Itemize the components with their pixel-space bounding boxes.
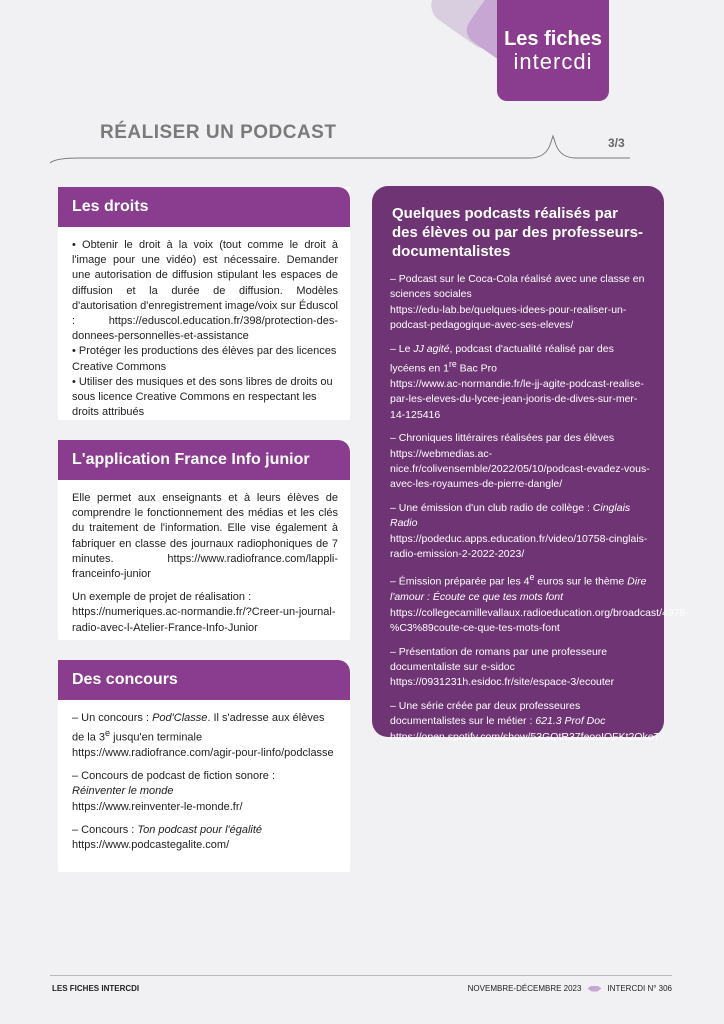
logo-line2: intercdi	[513, 48, 593, 74]
card-concours	[58, 660, 350, 872]
footer-issue: INTERCDI N° 306	[607, 984, 672, 993]
list-item	[390, 501, 652, 563]
logo	[430, 0, 630, 110]
diamond-icon	[587, 986, 601, 992]
text: euros sur le thème	[534, 575, 628, 588]
card-heading: Des concours	[58, 660, 350, 700]
text: , podcast d'actualité réalisé par des lycéens en 1	[390, 342, 614, 375]
emphasis: 621.3 Prof Doc	[535, 715, 606, 728]
text: . Il s'adresse aux élèves	[207, 712, 325, 724]
podcast-list	[390, 272, 689, 753]
url-text: https://collegecamillevallaux.radioeducation.org/broadcast/4978-%C3%89coute-ce-que-tes-mots-font	[390, 606, 689, 635]
emphasis: Réinventer le monde	[72, 785, 174, 798]
page-title: RÉALISER UN PODCAST	[100, 122, 337, 143]
list-item	[72, 823, 338, 853]
url-text: https://www.reinventer-le-monde.fr/	[72, 800, 243, 813]
superscript: e	[105, 728, 111, 739]
text: – Une série créée par deux professeures documentalistes sur le métier :	[390, 699, 581, 728]
url-text: https://0931231h.esidoc.fr/site/espace-3/ecouter	[390, 676, 615, 689]
card-body	[72, 711, 338, 861]
list-item	[390, 699, 661, 745]
url-text: https://webmedias.ac-nice.fr/colivensemble/2022/05/10/podcast-evadez-vous-avec-les-royaumes-de-pierre-dangle/	[390, 447, 650, 491]
emphasis: Dire l'amour : Écoute ce que tes mots font	[390, 575, 647, 604]
text: – Émission préparée par les 4	[390, 575, 530, 588]
card-franceinfo	[58, 440, 350, 640]
list-item	[390, 342, 652, 424]
text: jusqu'en terminale	[110, 731, 203, 744]
card-droits	[58, 187, 350, 420]
card-podcasts	[372, 186, 689, 743]
title-divider	[50, 130, 650, 170]
text: – Une émission d'un club radio de collège :	[390, 501, 593, 514]
text: – Podcast sur le Coca-Cola réalisé avec une classe en sciences sociales	[390, 273, 645, 301]
card-body	[72, 238, 338, 420]
url-text: https://edu-lab.be/quelques-idees-pour-realiser-un-podcast-pedagogique-avec-ses-eleves/	[390, 303, 627, 332]
footer-issue-info	[468, 984, 672, 993]
paragraph: Un exemple de projet de réalisation : https://numeriques.ac-normandie.fr/?Creer-un-journal-radio-avec-l-Atelier-France-Info-Junior	[72, 591, 336, 634]
url-text: https://open.spotify.com/show/53GQtR37feooIOFKt2OkeT	[390, 730, 661, 743]
list-item	[72, 769, 338, 815]
text: – Chroniques littéraires réalisées par des élèves	[390, 432, 615, 445]
url-text: https://www.radiofrance.com/agir-pour-linfo/podclasse	[72, 747, 334, 760]
url-text: https://www.ac-normandie.fr/le-jj-agite-podcast-realise-par-les-eleves-du-lycee-jean-jooris-de-dives-sur-mer-14-125416	[390, 377, 644, 421]
text: Bac Pro	[456, 362, 498, 375]
card-heading: L'application France Info junior	[58, 440, 350, 480]
card-heading: Quelques podcasts réalisés par des élèves ou par des professeurs-documentalistes	[392, 205, 643, 260]
paragraph: • Protéger les productions des élèves par des licences Creative Commons	[72, 345, 337, 373]
page-number: 3/3	[608, 136, 625, 150]
footer-date: NOVEMBRE-DÉCEMBRE 2023	[467, 984, 582, 993]
text: – Présentation de romans par une professeure documentaliste sur e-sidoc	[390, 645, 608, 673]
emphasis: Pod'Classe	[152, 712, 208, 724]
paragraph: Elle permet aux enseignants et à leurs élèves de comprendre le fonctionnement des médias et les clés du traitement de l'information. Elle vise également à fabriquer en classe des journaux radiophoniques de 7 minutes. https://www.radiofrance.com/lappli-franceinfo-junior	[72, 492, 338, 581]
superscript: e	[529, 572, 535, 583]
superscript: re	[448, 359, 457, 370]
emphasis: Cinglais Radio	[390, 501, 631, 530]
footer-publication: LES FICHES INTERCDI	[52, 984, 140, 993]
card-body	[72, 491, 338, 644]
list-item	[390, 570, 689, 636]
logo-line1: Les fiches	[504, 27, 602, 50]
card-heading: Les droits	[58, 187, 350, 227]
list-item	[390, 272, 652, 334]
emphasis: Ton podcast pour l'égalité	[137, 823, 263, 836]
list-item	[72, 711, 338, 761]
paragraph: • Utiliser des musiques et des sons libres de droits ou sous licence Creative Commons en respectant les droits attribués	[72, 375, 333, 419]
text: – Concours de podcast de fiction sonore :	[72, 770, 276, 783]
url-text: https://www.podcastegalite.com/	[72, 839, 230, 852]
logo-box	[497, 0, 609, 101]
list-item	[390, 645, 652, 691]
paragraph: • Obtenir le droit à la voix (tout comme le droit à l'image pour une vidéo) est nécessaire. Demander une autorisation de diffusion stipulant les espaces de diffusion et la durée de diffusion. Modèles d'autorisation d'enregistrement image/voix sur Éduscol : https://eduscol.education.fr/398/protection-des-donnees-personnelles-et-assistance	[72, 239, 338, 343]
url-text: https://podeduc.apps.education.fr/video/10758-cinglais-radio-emission-2-2022-2023/	[390, 532, 648, 560]
text: – Un concours :	[72, 712, 153, 724]
text: – Concours :	[72, 823, 138, 836]
footer-divider	[50, 975, 672, 976]
list-item	[390, 431, 652, 493]
text: de la 3	[72, 731, 106, 744]
text: – Le	[390, 342, 414, 355]
emphasis: JJ agité	[413, 342, 450, 355]
